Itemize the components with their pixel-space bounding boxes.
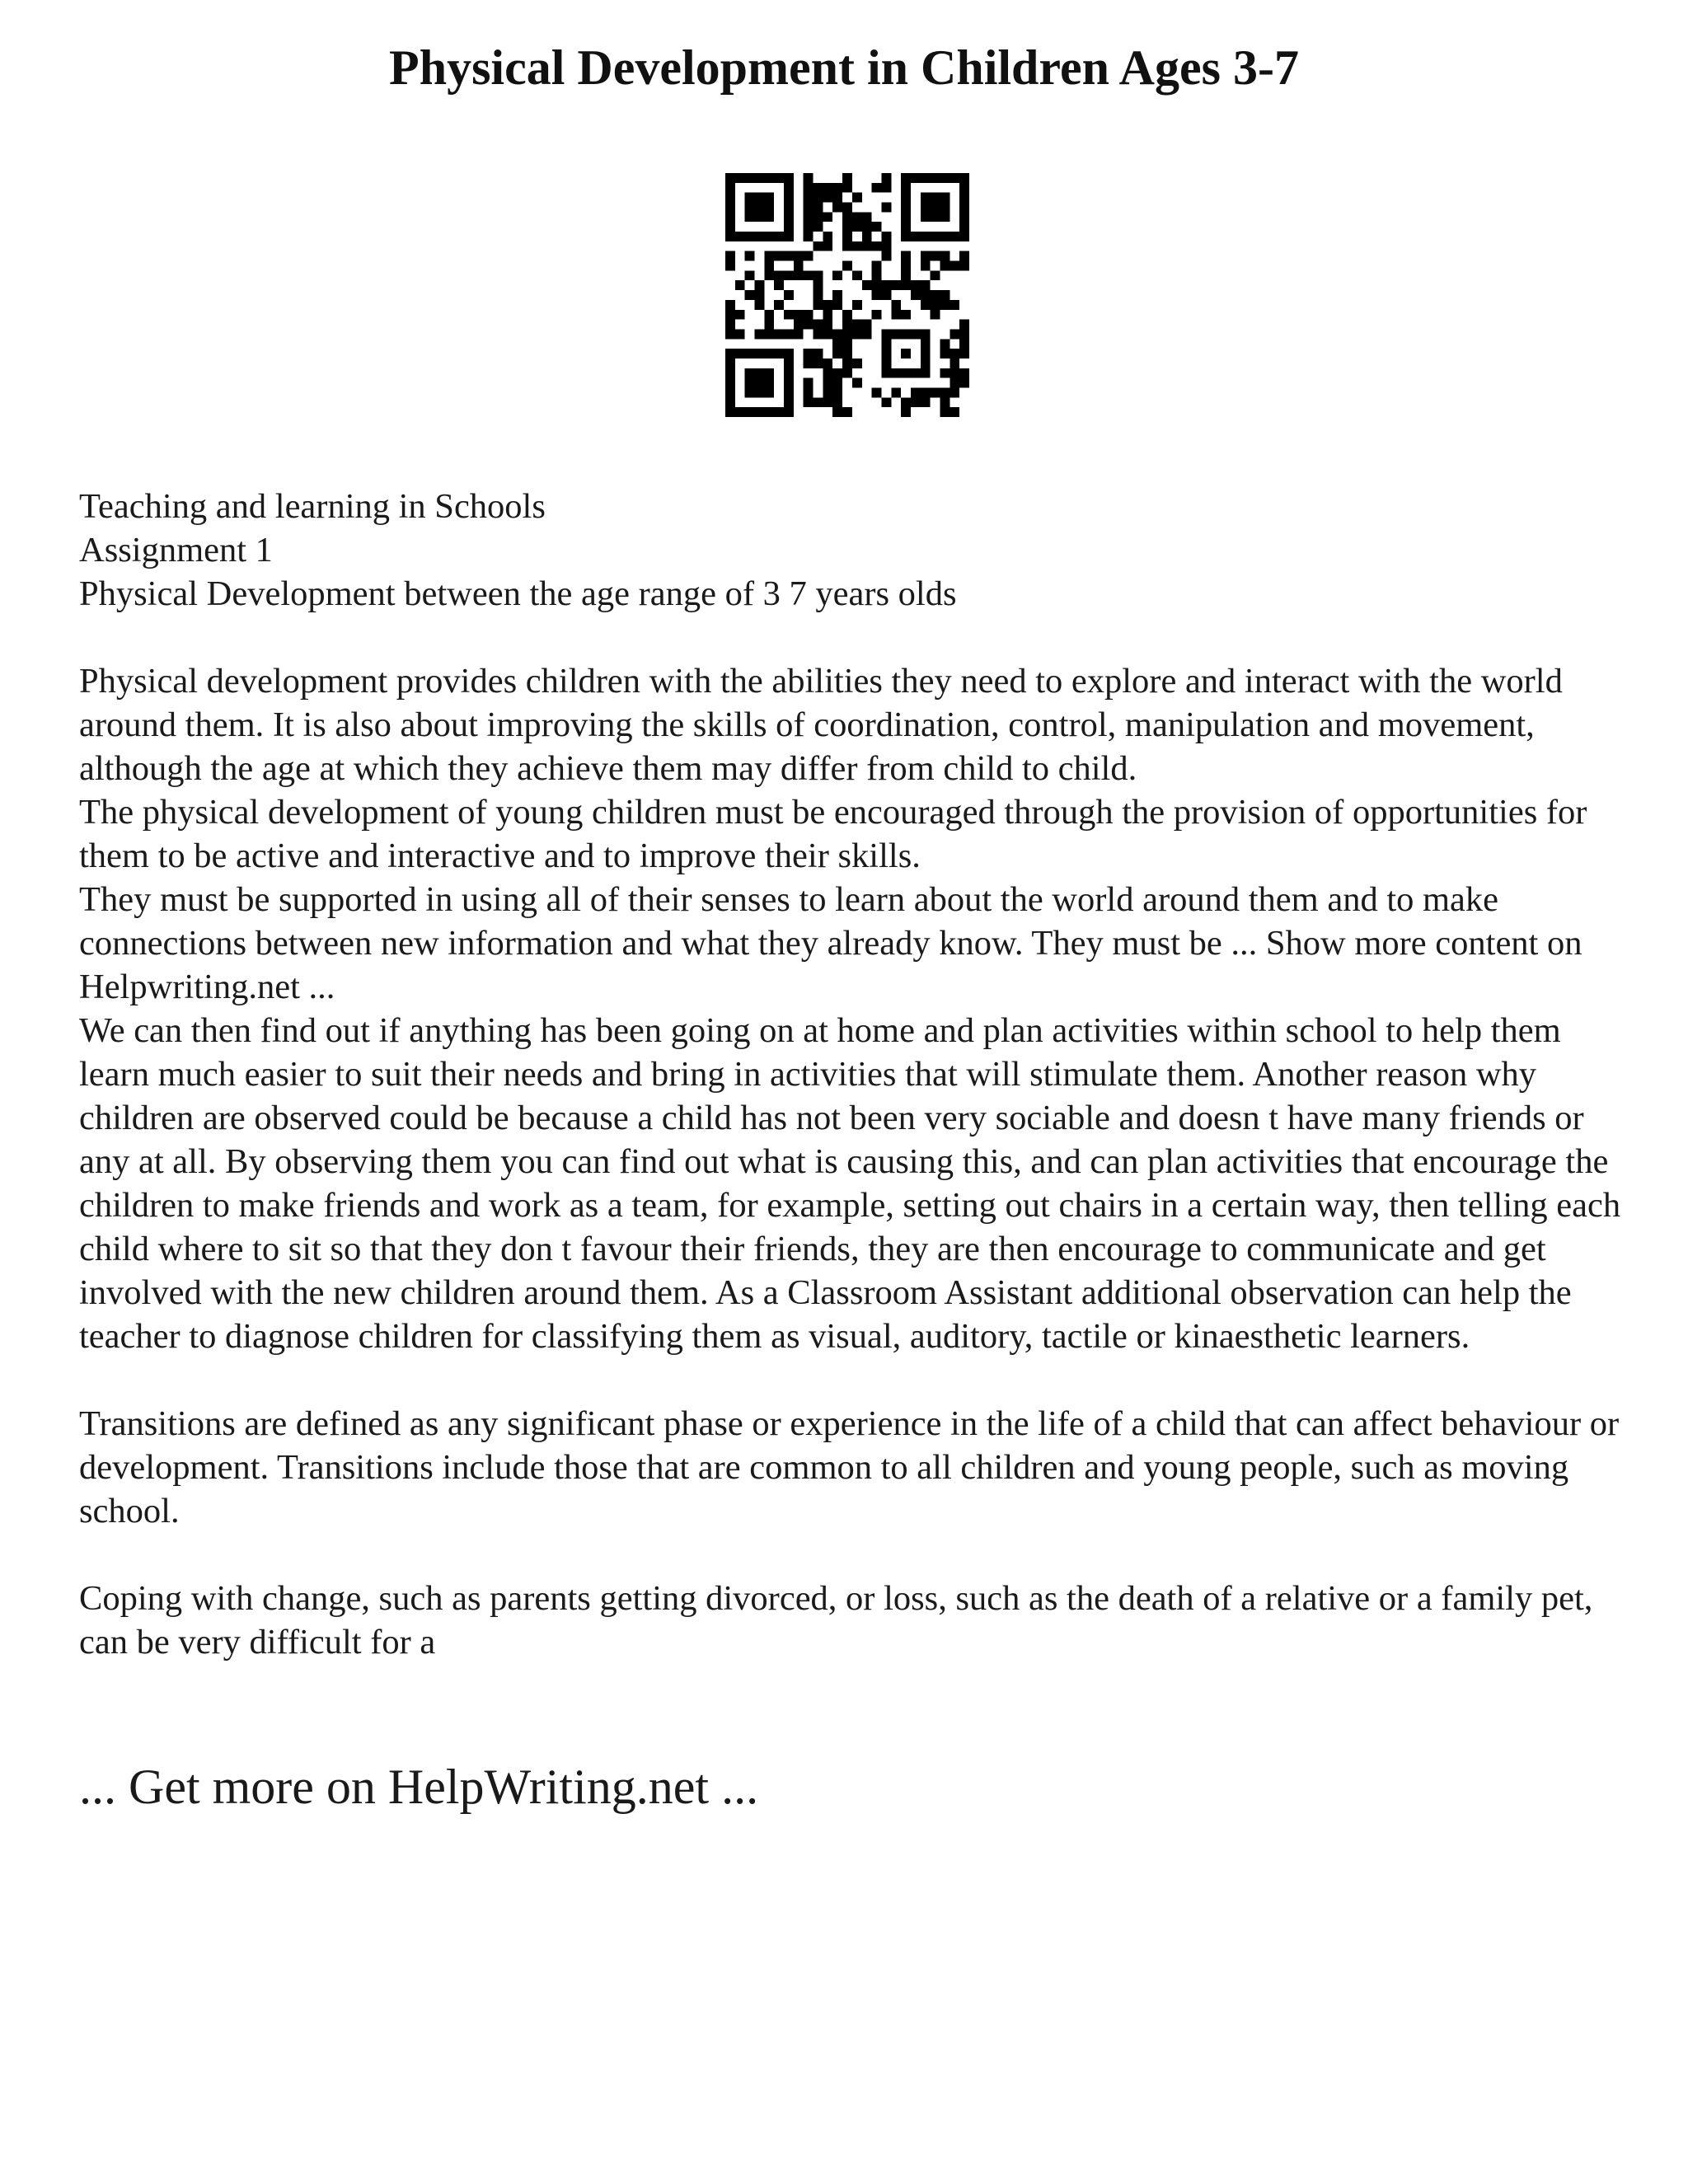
paragraph-transitions: Transitions are defined as any significant phase or experience in the life of a child that can affect behaviour or development. Transitions include those that are common to all children and young people, such as moving school.	[79, 1404, 1628, 1530]
paragraph-observation: We can then find out if anything has been going on at home and plan activities within school to help them learn much easier to suit their needs and bring in activities that will stimulate them. Another reason why children are observed could be because a child has not been very sociable and doesn t have many friends or any at all. By observing them you can find out what is causing this, and can plan activities that encourage the children to make friends and work as a team, for example, setting out chairs in a certain way, then telling each child where to sit so that they don t favour their friends, they are then encourage to communicate and get involved with the new children around them. As a Classroom Assistant additional observation can help the teacher to diagnose children for classifying them as visual, auditory, tactile or kinaesthetic learners.	[79, 1011, 1629, 1356]
page-title: Physical Development in Children Ages 3-7	[389, 40, 1299, 95]
document-body	[79, 485, 1629, 1664]
qr-code-icon[interactable]	[725, 173, 969, 417]
course-line: Teaching and learning in Schools	[79, 487, 546, 526]
paragraph-encouragement: The physical development of young children must be encouraged through the provision of opportunities for them to be active and interactive and to improve their skills.	[79, 793, 1597, 875]
get-more-link[interactable]: ... Get more on HelpWriting.net ...	[79, 1760, 759, 1814]
paragraph-spacer	[79, 1358, 1629, 1402]
paragraph-coping: Coping with change, such as parents getting divorced, or loss, such as the death of a relative or a family pet, can be very difficult for a	[79, 1579, 1602, 1661]
paragraph-spacer	[79, 1533, 1629, 1577]
assignment-line: Assignment 1	[79, 531, 273, 569]
paragraph-spacer	[79, 616, 1629, 659]
topic-line: Physical Development between the age range of 3 7 years olds	[79, 574, 957, 613]
qr-code-graphic	[725, 173, 969, 417]
paragraph-senses: They must be supported in using all of their senses to learn about the world around them and to make connections between new information and what they already know. They must be ... Show more content on Helpwriting.net ...	[79, 880, 1592, 1006]
paragraph-intro: Physical development provides children with the abilities they need to explore and interact with the world around them. It is also about improving the skills of coordination, control, manipulation and movement, although the age at which they achieve them may differ from child to child.	[79, 662, 1572, 788]
